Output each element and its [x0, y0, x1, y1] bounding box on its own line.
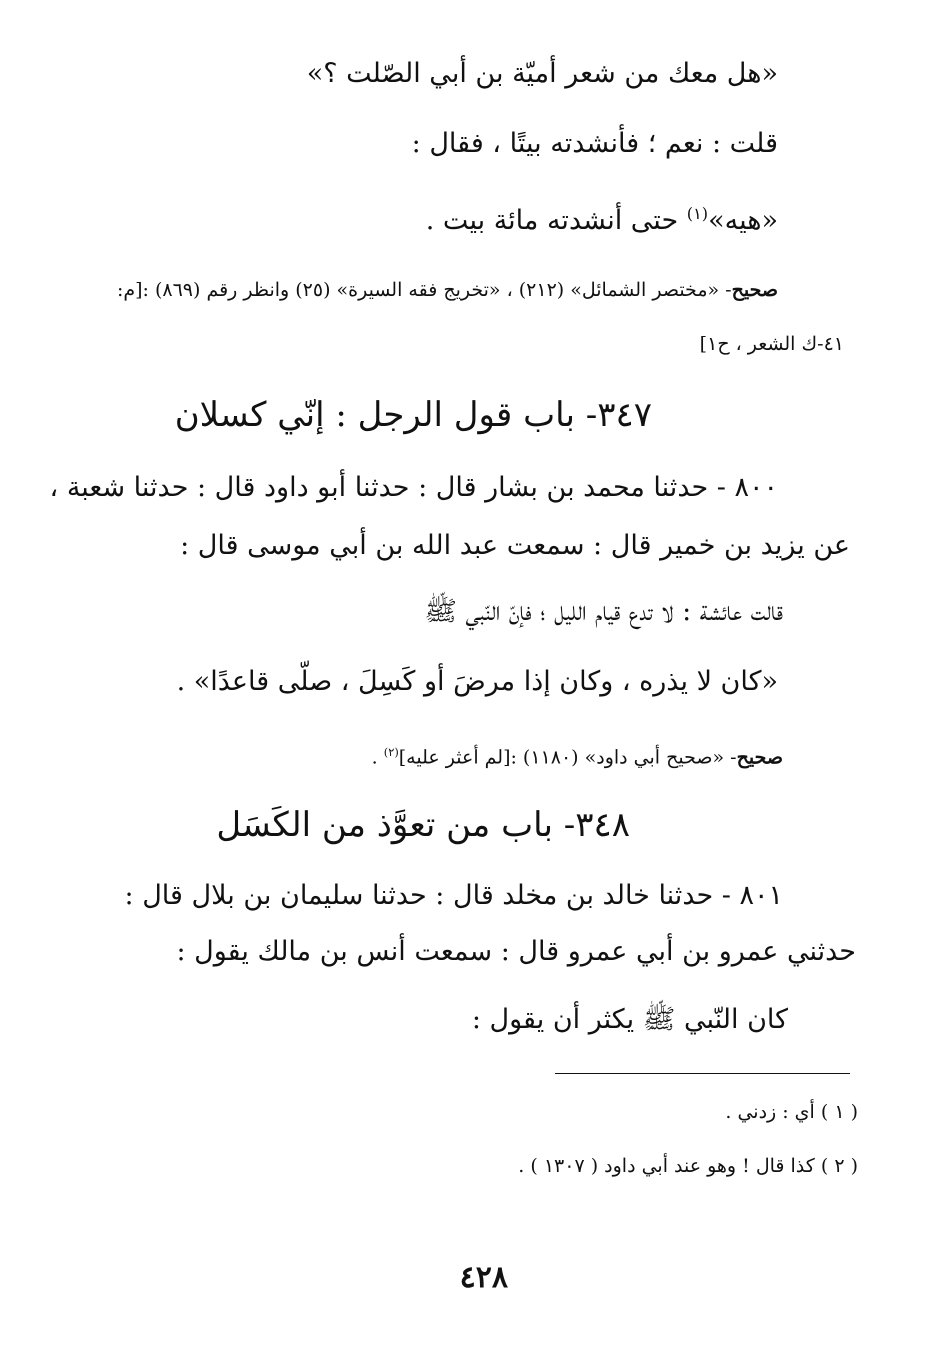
grading-line-1-cont: ٤١-ك الشعر ، ح١]	[699, 333, 844, 355]
footnote-1: ( ١ ) أي : زدني .	[725, 1101, 858, 1123]
grading-label-2: صحيح	[736, 746, 783, 769]
grading-text-1: - «مختصر الشمائل» (٢١٢) ، «تخريج فقه السيرة» (٢٥) وانظر رقم (٨٦٩) :[م:	[116, 279, 732, 301]
grading-line-2	[372, 738, 783, 771]
text-line-3-end: حتى أنشدته مائة بيت .	[425, 205, 687, 236]
hadith-800-line-3: قالت عائشة : لا تدع قيام الليل ؛ فإنّ النّبي ﷺ	[424, 596, 783, 627]
grading-text-2-end: .	[371, 746, 384, 769]
chapter-heading-348: ٣٤٨- باب من تعوَّذ من الكَسَل	[216, 805, 630, 845]
page-number: ٤٢٨	[459, 1260, 508, 1295]
text-line-3-quote: «هيه»	[708, 205, 778, 236]
grading-line-1	[117, 276, 778, 304]
hadith-801-line-3: كان النّبي ﷺ يكثر أن يقول :	[471, 1004, 788, 1035]
text-line-3	[426, 196, 778, 239]
grading-text-2: - «صحيح أبي داود» (١١٨٠) :[لم أعثر عليه]	[398, 746, 737, 769]
footnote-2: ( ٢ ) كذا قال ! وهو عند أبي داود ( ١٣٠٧ ) .	[518, 1155, 858, 1177]
hadith-800-line-2: عن يزيد بن خمير قال : سمعت عبد الله بن أبي موسى قال :	[180, 530, 850, 561]
hadith-801-line-1: ٨٠١ - حدثنا خالد بن مخلد قال : حدثنا سليمان بن بلال قال :	[124, 880, 783, 911]
chapter-heading-347: ٣٤٧- باب قول الرجل : إنّي كسلان	[174, 395, 652, 435]
hadith-800-line-1: ٨٠٠ - حدثنا محمد بن بشار قال : حدثنا أبو داود قال : حدثنا شعبة ،	[49, 472, 778, 503]
text-line-1: «هل معك من شعر أميّة بن أبي الصّلت ؟»	[306, 58, 778, 89]
grading-label-1: صحيح	[731, 279, 778, 301]
text-line-2: قلت : نعم ؛ فأنشدته بيتًا ، فقال :	[411, 128, 778, 159]
footnote-ref-1: (١)	[686, 204, 709, 223]
hadith-801-line-2: حدثني عمرو بن أبي عمرو قال : سمعت أنس بن مالك يقول :	[176, 936, 856, 967]
hadith-800-line-4: «كان لا يذره ، وكان إذا مرضَ أو كَسِلَ ، صلّى قاعدًا» .	[176, 666, 778, 697]
footnote-ref-2: (٢)	[383, 745, 399, 759]
footnote-separator	[555, 1073, 850, 1074]
